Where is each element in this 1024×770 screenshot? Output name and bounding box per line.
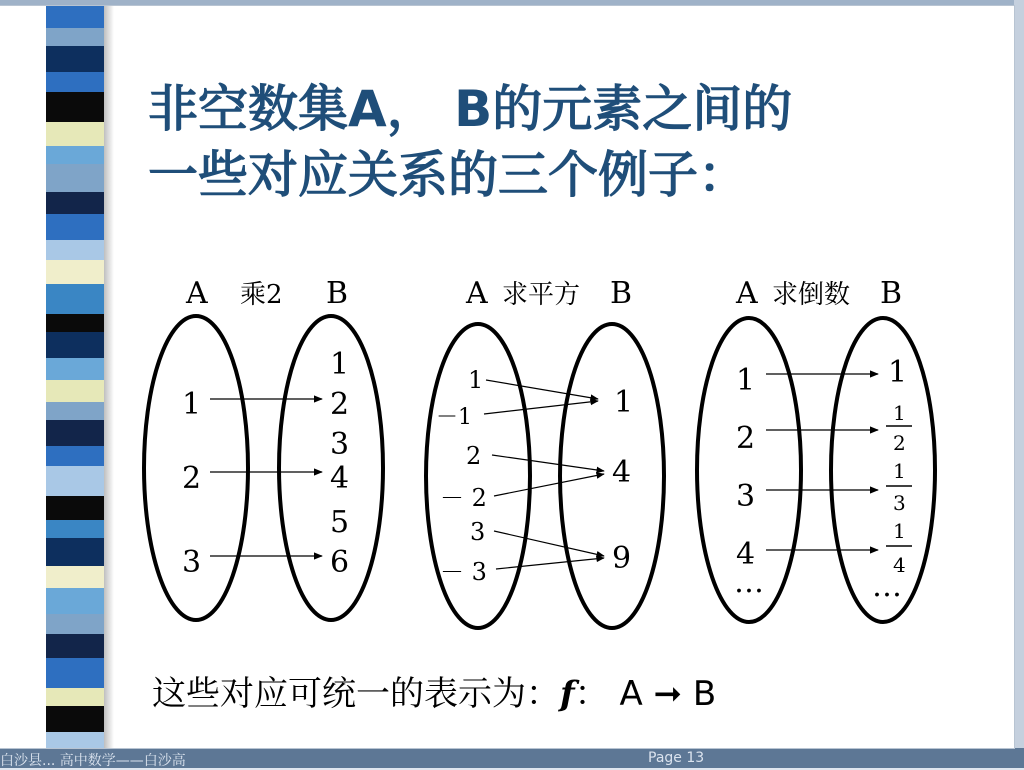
header-b: B bbox=[880, 276, 903, 311]
footer-left-text: 白沙县... 高中数学——白沙高 bbox=[0, 753, 186, 769]
codomain-label: B bbox=[692, 674, 717, 714]
window-right-edge bbox=[1014, 0, 1024, 768]
element-b: 1 bbox=[330, 347, 350, 382]
page-number: Page 13 bbox=[648, 750, 705, 766]
element-b: 2 bbox=[330, 387, 350, 422]
header-a: A bbox=[466, 276, 488, 311]
element-b: 1 bbox=[888, 355, 908, 390]
element-b: 6 bbox=[330, 545, 350, 580]
example-multiply-2 bbox=[144, 276, 383, 620]
mapping-arrow bbox=[492, 455, 604, 471]
fraction-third bbox=[886, 459, 912, 515]
element-b: 5 bbox=[330, 505, 350, 540]
header-b: B bbox=[326, 276, 349, 311]
title-line-2: 一些对应关系的三个例子： bbox=[148, 146, 748, 204]
element-a: 2 bbox=[466, 442, 482, 470]
summary-line bbox=[152, 666, 716, 715]
summary-colon: ： bbox=[574, 674, 609, 714]
header-a: A bbox=[736, 276, 758, 311]
element-b: 4 bbox=[330, 461, 350, 496]
title-line-1: 非空数集A， B的元素之间的 bbox=[148, 80, 793, 138]
example-reciprocal bbox=[697, 276, 935, 622]
rule-label: 求平方 bbox=[502, 280, 581, 310]
mapping-arrow bbox=[494, 474, 604, 496]
mapping-arrow bbox=[496, 558, 604, 569]
element-b: 9 bbox=[612, 541, 632, 576]
fraction-numerator: 1 bbox=[893, 459, 906, 483]
element-a: 3 bbox=[470, 518, 486, 546]
fraction-denominator: 4 bbox=[893, 553, 906, 577]
arrow-icon: ➞ bbox=[653, 674, 683, 714]
rule-label: 乘2 bbox=[240, 280, 283, 310]
slide bbox=[0, 6, 1014, 748]
fraction-half bbox=[886, 401, 912, 455]
element-a: 1 bbox=[468, 366, 484, 394]
header-a: A bbox=[186, 276, 208, 311]
header-b: B bbox=[610, 276, 633, 311]
element-a: － 3 bbox=[440, 558, 487, 586]
fraction-denominator: 3 bbox=[893, 491, 906, 515]
mapping-arrow bbox=[484, 401, 598, 414]
example-square bbox=[426, 276, 664, 628]
domain-label: A bbox=[619, 674, 643, 714]
element-a: 1 bbox=[182, 387, 202, 422]
fraction-numerator: 1 bbox=[893, 401, 906, 425]
element-a: － 2 bbox=[440, 484, 487, 512]
element-a: 2 bbox=[182, 461, 202, 496]
ellipsis-a: … bbox=[734, 565, 764, 600]
rule-label: 求倒数 bbox=[772, 280, 851, 310]
ellipsis-b: … bbox=[872, 569, 902, 604]
element-b: 4 bbox=[612, 455, 632, 490]
mapping-arrow bbox=[494, 531, 604, 556]
element-a: 4 bbox=[736, 537, 756, 572]
summary-text: 这些对应可统一的表示为： bbox=[152, 674, 560, 714]
function-symbol: f bbox=[560, 674, 575, 714]
element-a: 1 bbox=[736, 363, 756, 398]
element-a: 3 bbox=[736, 479, 756, 514]
mapping-diagrams bbox=[0, 6, 1014, 748]
element-a: －1 bbox=[436, 405, 472, 430]
fraction-numerator: 1 bbox=[893, 519, 906, 543]
fraction-denominator: 2 bbox=[893, 431, 906, 455]
element-a: 3 bbox=[182, 545, 202, 580]
element-a: 2 bbox=[736, 421, 756, 456]
element-b: 1 bbox=[614, 385, 634, 420]
mapping-arrow bbox=[486, 380, 598, 399]
element-b: 3 bbox=[330, 427, 350, 462]
